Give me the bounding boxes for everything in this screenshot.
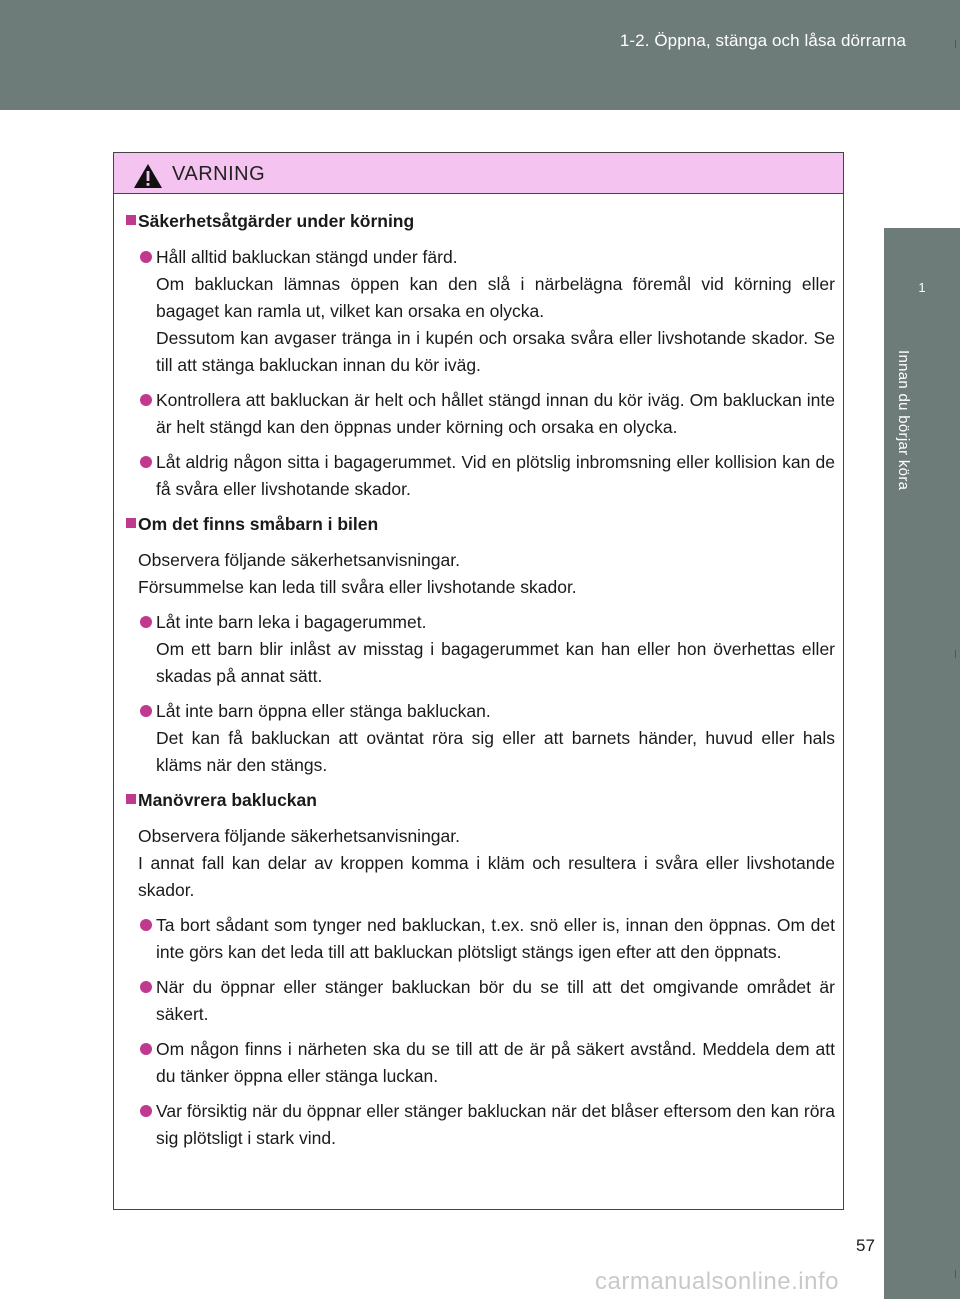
bullet-text: Låt inte barn leka i bagagerummet. [156, 612, 427, 632]
section-heading [126, 511, 835, 537]
bullet-text: Det kan få bakluckan att oväntat röra sig eller att barnets händer, huvud eller hals kläms när den stängs. [156, 728, 835, 775]
bullet-text: Håll alltid bakluckan stängd under färd. [156, 247, 458, 267]
page-number: 57 [856, 1236, 875, 1255]
warning-box [113, 152, 844, 1210]
warning-section [126, 787, 835, 1152]
round-bullet-icon [140, 616, 152, 628]
intro-line: Observera följande säkerhetsanvisningar. [138, 826, 460, 846]
warning-title: VARNING [172, 163, 266, 185]
square-bullet-icon [126, 518, 136, 528]
square-bullet-icon [126, 794, 136, 804]
round-bullet-icon [140, 981, 152, 993]
section-heading [126, 208, 835, 234]
warning-triangle-icon [133, 163, 163, 189]
bullet-item [126, 244, 835, 379]
header-band [0, 0, 960, 110]
chapter-tab-number: 1 [918, 280, 926, 295]
crop-mark [955, 650, 956, 658]
bullet-text: Låt aldrig någon sitta i bagagerummet. Vid en plötslig inbromsning eller kollision kan de få svåra eller livshotande skador. [156, 452, 835, 499]
crop-mark [955, 1270, 956, 1278]
section-heading [126, 787, 835, 813]
round-bullet-icon [140, 456, 152, 468]
round-bullet-icon [140, 1043, 152, 1055]
section-intro [126, 547, 835, 601]
warning-content [114, 194, 843, 1152]
bullet-text: När du öppnar eller stänger bakluckan bör du se till att det omgivande området är säkert. [156, 977, 835, 1024]
bullet-text: Var försiktig när du öppnar eller stänger bakluckan när det blåser eftersom den kan röra sig plötsligt i stark vind. [156, 1101, 835, 1148]
bullet-text: Kontrollera att bakluckan är helt och hållet stängd innan du kör iväg. Om bakluckan inte är helt stängd kan den öppnas under körning och orsaka en olycka. [156, 390, 835, 437]
round-bullet-icon [140, 394, 152, 406]
bullet-item [126, 698, 835, 779]
intro-line: I annat fall kan delar av kroppen komma i kläm och resultera i svåra eller livshotande skador. [138, 853, 835, 900]
warning-section [126, 511, 835, 779]
warning-header [114, 153, 843, 194]
bullet-item [126, 912, 835, 966]
intro-line: Försummelse kan leda till svåra eller livshotande skador. [138, 577, 577, 597]
section-heading-text: Om det finns småbarn i bilen [138, 514, 379, 534]
chapter-title: 1-2. Öppna, stänga och låsa dörrarna [619, 31, 906, 50]
round-bullet-icon [140, 1105, 152, 1117]
bullet-text: Låt inte barn öppna eller stänga bakluckan. [156, 701, 491, 721]
chapter-side-label: Innan du börjar köra [895, 350, 912, 491]
bullet-text: Ta bort sådant som tynger ned bakluckan, t.ex. snö eller is, innan den öppnas. Om det inte görs kan det leda till att bakluckan plötsligt stängs igen efter att den öppnats. [156, 915, 835, 962]
bullet-item [126, 449, 835, 503]
round-bullet-icon [140, 919, 152, 931]
square-bullet-icon [126, 215, 136, 225]
chapter-tab [884, 228, 960, 340]
bullet-text: Om ett barn blir inlåst av misstag i bagagerummet kan han eller hon överhettas eller skadas på annat sätt. [156, 639, 835, 686]
bullet-text: Om någon finns i närheten ska du se till att de är på säkert avstånd. Meddela dem att du tänker öppna eller stänga luckan. [156, 1039, 835, 1086]
bullet-item [126, 387, 835, 441]
bullet-text: Dessutom kan avgaser tränga in i kupén och orsaka svåra eller livshotande skador. Se till att stänga bakluckan innan du kör iväg. [156, 328, 835, 375]
section-heading-text: Manövrera bakluckan [138, 790, 317, 810]
bullet-text: Om bakluckan lämnas öppen kan den slå i närbelägna föremål vid körning eller bagaget kan ramla ut, vilket kan orsaka en olycka. [156, 274, 835, 321]
section-heading-text: Säkerhetsåtgärder under körning [138, 211, 415, 231]
watermark: carmanualsonline.info [595, 1268, 839, 1295]
section-intro [126, 823, 835, 904]
crop-mark [955, 40, 956, 48]
bullet-item [126, 1098, 835, 1152]
bullet-item [126, 1036, 835, 1090]
bullet-item [126, 974, 835, 1028]
bullet-item [126, 609, 835, 690]
round-bullet-icon [140, 705, 152, 717]
intro-line: Observera följande säkerhetsanvisningar. [138, 550, 460, 570]
round-bullet-icon [140, 251, 152, 263]
warning-section [126, 208, 835, 503]
